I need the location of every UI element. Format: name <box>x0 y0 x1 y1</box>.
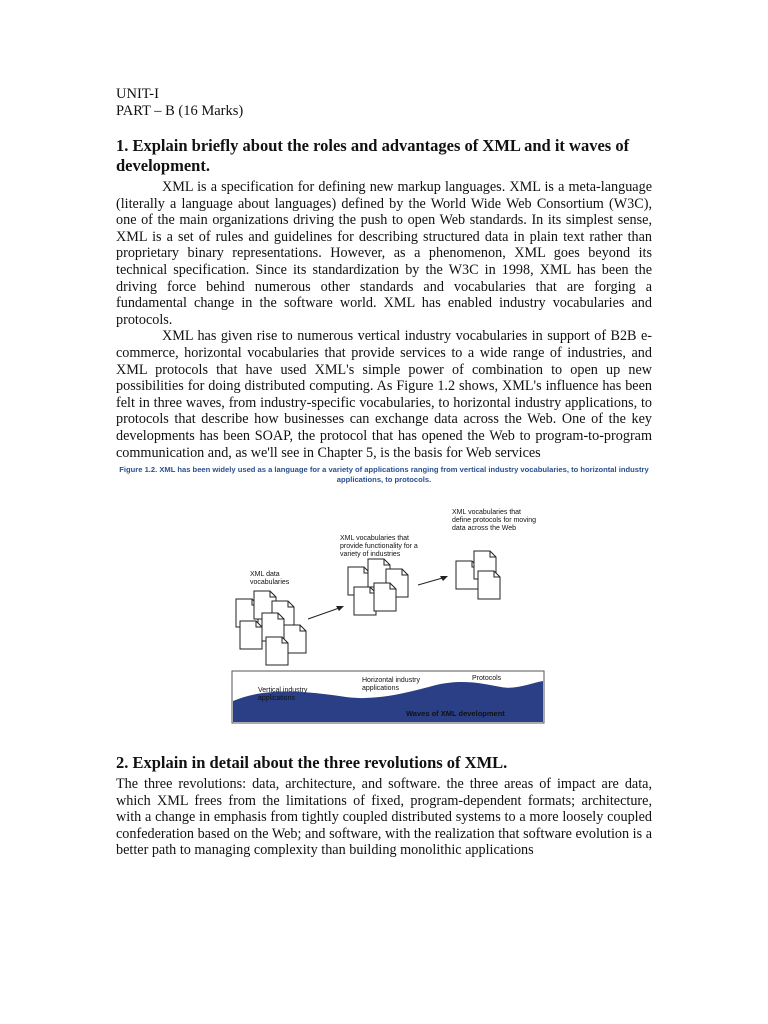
document-stack-1 <box>236 591 306 665</box>
label-horizontal-industry: Horizontal industry applications <box>362 677 420 693</box>
question-1-title: 1. Explain briefly about the roles and advantages of XML and it waves of development. <box>116 136 630 175</box>
figure-caption: Figure 1.2. XML has been widely used as a language for a variety of applications ranging from vertical industry vocabularies, to horizontal industry applications, to protocols. <box>119 465 649 485</box>
arrow-icon <box>418 576 448 585</box>
part-heading: PART – B (16 Marks) <box>116 103 244 119</box>
label-vertical-industry: Vertical industry applications <box>258 687 308 703</box>
document-stack-3 <box>456 551 500 599</box>
question-1-paragraph-1: XML is a specification for defining new markup languages. XML is a meta-language (literally a language about languages) defined by the World Wide Web Consortium (W3C), one of the main organizations driving the push to open Web standards. In its simplest sense, XML is a set of rules and guidelines for describing structured data in plain text rather than proprietary binary representations. However, as a phenomenon, XML goes beyond its technical specification. Since its standardization by the W3C in 1998, XML has been the driving force behind numerous other standards and vocabularies that are forging a fundamental change in the software world. XML has enabled industry vocabularies and protocols. <box>116 179 652 328</box>
question-1-paragraph-2: XML has given rise to numerous vertical industry vocabularies in support of B2B e-commerce, horizontal vocabularies that provide services to a wide range of industries, and XML protocols that have used XML's simple power of combination to open up new possibilities for doing distributed computing. As Figure 1.2 shows, XML's influence has been felt in three waves, from industry-specific vocabularies, to horizontal industry applications, to protocols that describe how businesses can exchange data across the Web. One of the key developments has been SOAP, the protocol that has opened the Web to program-to-program communication and, as we'll see in Chapter 5, is the basis for Web services <box>116 328 652 461</box>
question-2-title: 2. Explain in detail about the three revolutions of XML. <box>116 753 508 773</box>
label-industry-vocabularies: XML vocabularies that provide functionality for a variety of industries <box>340 535 418 559</box>
label-waves-caption: Waves of XML development <box>406 709 505 719</box>
arrow-icon <box>308 606 344 619</box>
document-page <box>116 86 652 859</box>
label-xml-data-vocabularies: XML data vocabularies <box>250 571 290 587</box>
figure-xml-waves <box>116 487 652 727</box>
unit-heading: UNIT-I <box>116 86 159 102</box>
document-stack-2 <box>348 559 408 615</box>
label-protocol-vocabularies: XML vocabularies that define protocols for moving data across the Web <box>452 509 537 533</box>
question-2-paragraph-1: The three revolutions: data, architecture, and software. the three areas of impact are data, which XML frees from the limitations of fixed, program-dependent formats; architecture, with a change in emphasis from tightly coupled distributed systems to a more loosely coupled confederation based on the Web; and software, with the realization that software evolution is a better path to managing complexity than building monolithic applications <box>116 776 652 859</box>
label-protocols: Protocols <box>472 675 502 683</box>
